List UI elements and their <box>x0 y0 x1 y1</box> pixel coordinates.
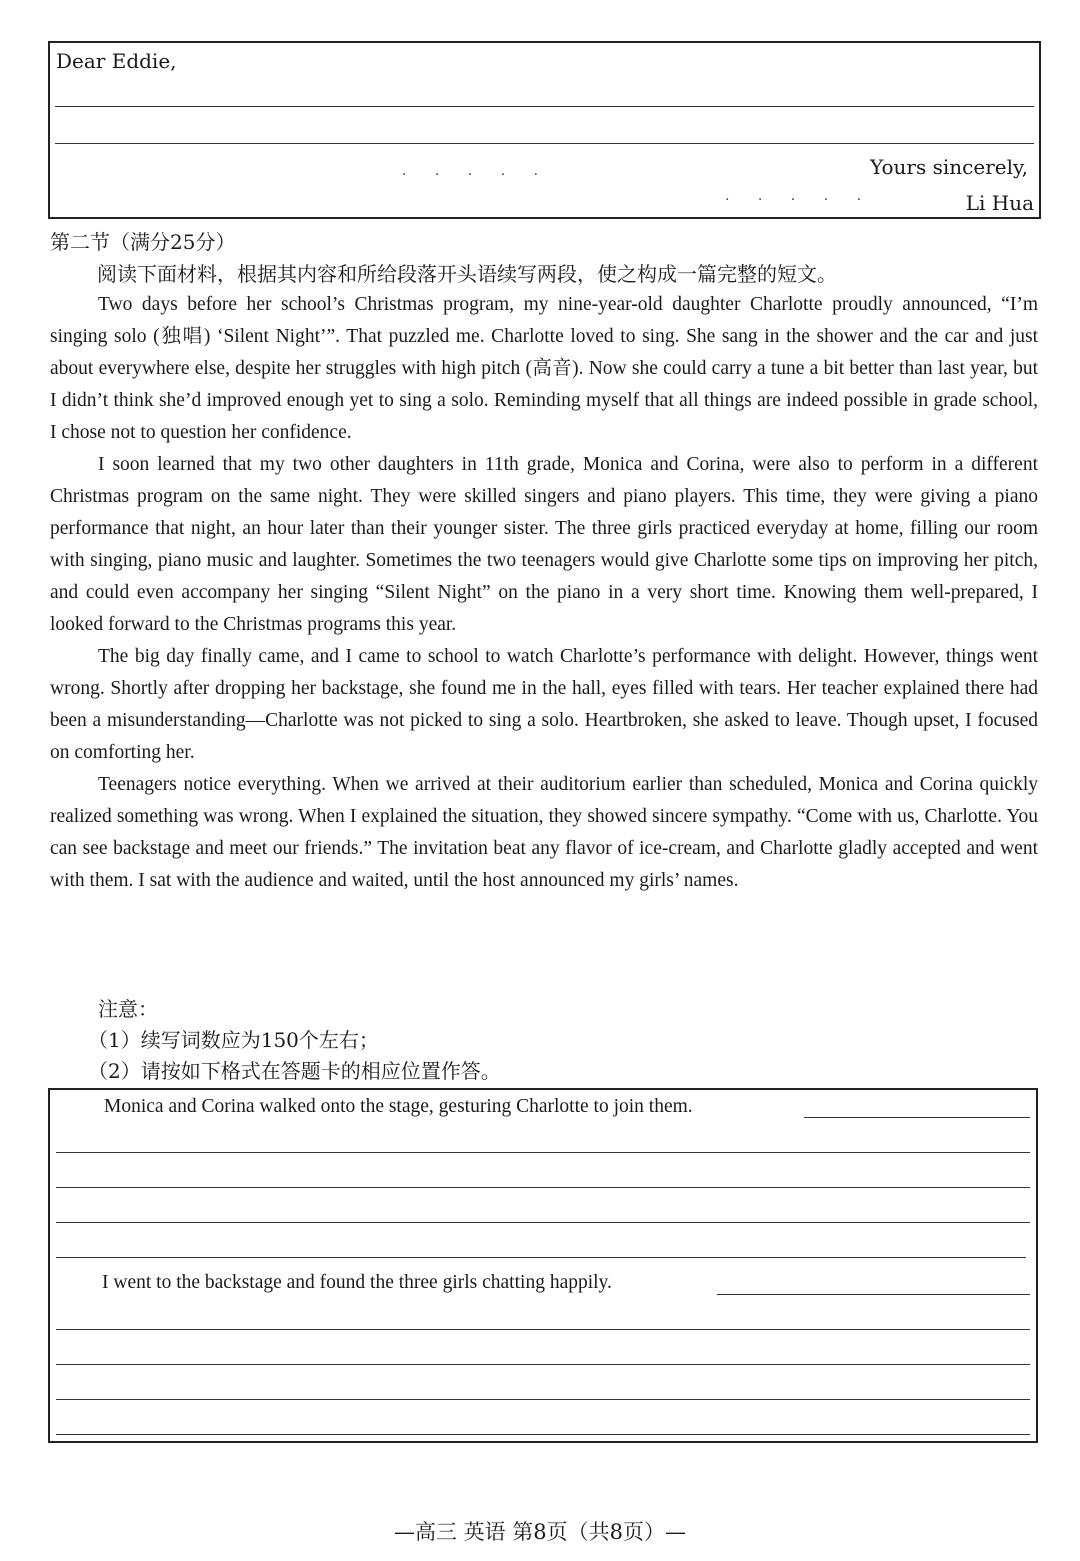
letter-greeting: Dear Eddie, <box>56 49 177 73</box>
note-item-1: （1）续写词数应为150个左右； <box>88 1028 379 1052</box>
passage-paragraph-2: I soon learned that my two other daughters in 11th grade, Monica and Corina, were also to perform in a different Christmas program on the same night. They were skilled singers and piano players. This time, they were giving a piano performance that night, an hour later than their younger sister. The three girls practiced everyday at home, filling our room with singing, piano music and laughter. Sometimes the two teenagers would give Charlotte some tips on improving her pitch, and could even accompany her singing “Silent Night” on the piano in a very short time. Knowing them well-prepared, I looked forward to the Christmas programs this year. <box>50 454 1038 635</box>
letter-closing: Yours sincerely, <box>870 155 1028 179</box>
writing-line[interactable] <box>56 1329 1030 1330</box>
continuation-prompt-2: I went to the backstage and found the three girls chatting happily. <box>102 1272 612 1293</box>
writing-line[interactable] <box>56 1222 1030 1223</box>
writing-line[interactable] <box>717 1294 1030 1295</box>
writing-line[interactable] <box>804 1117 1030 1118</box>
letter-writing-box <box>48 41 1041 219</box>
scan-noise: . . . . . <box>402 163 551 179</box>
writing-line[interactable] <box>56 1399 1030 1400</box>
page-footer: —高三 英语 第8页（共8页）— <box>393 1520 687 1544</box>
writing-line[interactable] <box>56 1152 1030 1153</box>
writing-line[interactable] <box>55 143 1034 144</box>
writing-line[interactable] <box>56 1364 1030 1365</box>
section-instruction: 阅读下面材料，根据其内容和所给段落开头语续写两段，使之构成一篇完整的短文。 <box>97 262 837 286</box>
writing-line[interactable] <box>56 1257 1026 1258</box>
scan-noise: . . . . . <box>725 188 874 204</box>
writing-line[interactable] <box>55 106 1034 107</box>
passage-paragraph-3: The big day finally came, and I came to school to watch Charlotte’s performance with delight. However, things went wrong. Shortly after dropping her backstage, she found me in the hall, eyes filled with tears. Her teacher explained there had been a misunderstanding—Charlotte was not picked to sing a solo. Heartbroken, she asked to leave. Though upset, I focused on comforting her. <box>50 646 1038 763</box>
continuation-prompt-1: Monica and Corina walked onto the stage, gesturing Charlotte to join them. <box>104 1096 693 1117</box>
reading-passage <box>50 289 1038 897</box>
answer-box <box>48 1088 1038 1443</box>
letter-signature: Li Hua <box>965 191 1034 215</box>
notes-title: 注意： <box>98 997 158 1021</box>
writing-line[interactable] <box>56 1434 1030 1435</box>
passage-paragraph-1: Two days before her school’s Christmas program, my nine-year-old daughter Charlotte proudly announced, “I’m singing solo (独唱) ‘Silent Night’”. That puzzled me. Charlotte loved to sing. She sang in the shower and the car and just about everywhere else, despite her struggles with high pitch (高音). Now she could carry a tune a bit better than last year, but I didn’t think she’d improved enough yet to sing a solo. Reminding myself that all things are indeed possible in grade school, I chose not to question her confidence. <box>50 294 1038 443</box>
note-item-2: （2）请按如下格式在答题卡的相应位置作答。 <box>88 1059 501 1083</box>
writing-line[interactable] <box>56 1187 1030 1188</box>
section-heading: 第二节（满分25分） <box>50 230 236 254</box>
passage-paragraph-4: Teenagers notice everything. When we arrived at their auditorium earlier than scheduled, Monica and Corina quickly realized something was wrong. When I explained the situation, they showed sincere sympathy. “Come with us, Charlotte. You can see backstage and meet our friends.” The invitation beat any flavor of ice-cream, and Charlotte gladly accepted and went with them. I sat with the audience and waited, until the host announced my girls’ names. <box>50 774 1038 891</box>
